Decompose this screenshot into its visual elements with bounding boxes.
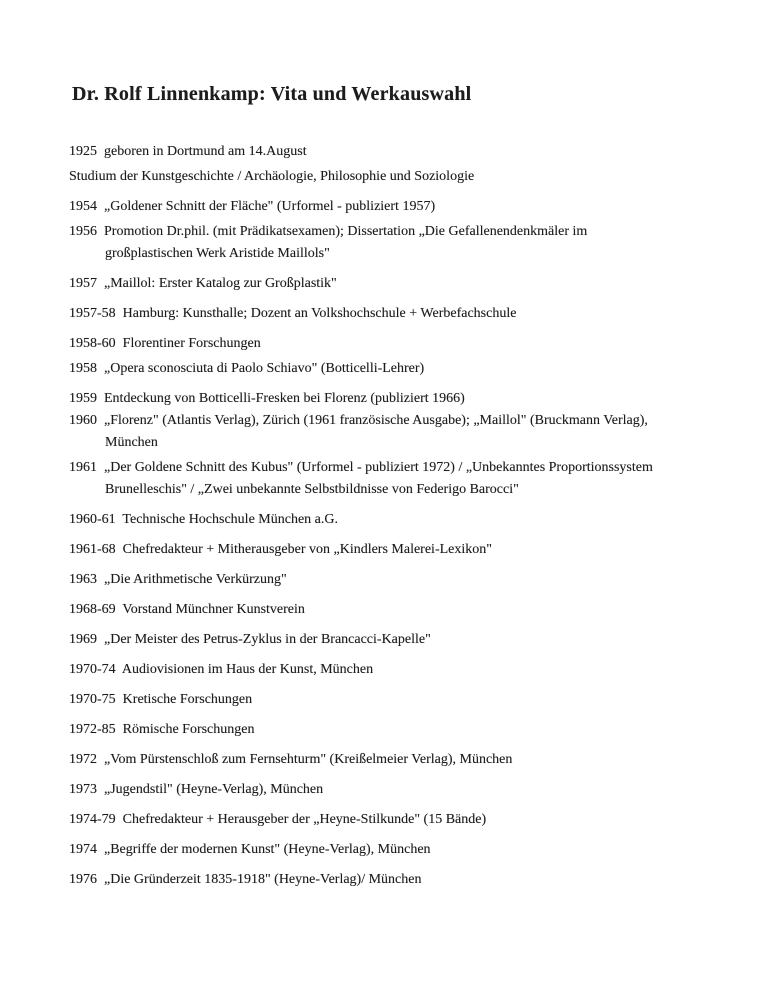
entry-first-line [69,333,748,355]
entry-first-line [69,196,748,218]
entry-text: Vorstand Münchner Kunstverein [122,602,305,617]
entry-first-line [69,273,748,295]
entry-year: 1974-79 [69,812,116,827]
entry-separator [116,542,123,557]
entry-text: „Goldener Schnitt der Fläche" (Urformel - publiziert 1957) [104,199,436,214]
entry-year: 1974 [69,842,97,857]
vita-entry [69,333,748,355]
vita-entry [69,358,748,380]
entry-year: 1959 [69,391,97,406]
vita-entry [69,569,748,591]
entry-separator [97,782,104,797]
entry-text: „Der Goldene Schnitt des Kubus" (Urformel - publiziert 1972) / „Unbekanntes Proportionssystem [104,460,653,475]
entry-separator [97,224,104,239]
vita-entry [69,166,748,188]
entry-separator [116,692,123,707]
entry-text: Römische Forschungen [122,722,255,737]
vita-entry [69,809,748,831]
entry-separator [116,306,123,321]
entry-separator [116,722,123,737]
vita-entry [69,221,748,265]
entry-first-line [69,689,748,711]
entry-year: 1960 [69,413,97,428]
entry-year: 1963 [69,572,97,587]
entry-separator [97,872,104,887]
entry-first-line [69,599,748,621]
entry-year: 1958 [69,361,97,376]
vita-entry [69,839,748,861]
vita-entry [69,689,748,711]
entry-separator [97,842,104,857]
vita-entry [69,410,748,454]
entry-separator [97,632,104,647]
entry-text: Entdeckung von Botticelli-Fresken bei Florenz (publiziert 1966) [104,391,465,406]
entry-text: „Jugendstil" (Heyne-Verlag), München [104,782,324,797]
entry-separator [97,572,104,587]
vita-entry [69,273,748,295]
entry-year: 1973 [69,782,97,797]
entry-first-line [69,457,748,479]
vita-entry [69,659,748,681]
entry-text: Studium der Kunstgeschichte / Archäologie, Philosophie und Soziologie [69,169,475,184]
entry-separator [97,752,104,767]
entry-first-line [69,539,748,561]
entry-first-line [69,166,748,188]
entry-text: Audiovisionen im Haus der Kunst, München [121,662,374,677]
vita-entry [69,303,748,325]
entry-first-line [69,719,748,741]
entry-text: geboren in Dortmund am 14.August [104,144,307,159]
vita-entry [69,196,748,218]
entry-text: Chefredakteur + Mitherausgeber von „Kindlers Malerei-Lexikon" [122,542,492,557]
page-title: Dr. Rolf Linnenkamp: Vita und Werkauswahl [72,83,472,105]
vita-entry [69,719,748,741]
entry-first-line [69,509,748,531]
entry-year: 1957 [69,276,97,291]
entry-year: 1957-58 [69,306,116,321]
entry-text: „Die Arithmetische Verkürzung" [104,572,287,587]
entry-first-line [69,749,748,771]
entry-first-line [69,358,748,380]
entry-separator [97,413,104,428]
entry-text: Hamburg: Kunsthalle; Dozent an Volkshochschule + Werbefachschule [122,306,517,321]
entry-first-line [69,839,748,861]
vita-entry [69,141,748,163]
vita-entry [69,749,748,771]
entry-text: „Begriffe der modernen Kunst" (Heyne-Verlag), München [104,842,431,857]
entry-first-line [69,410,748,432]
vita-entry [69,629,748,651]
entry-separator [97,361,104,376]
entry-text: Chefredakteur + Herausgeber der „Heyne-Stilkunde" (15 Bände) [122,812,487,827]
vita-entry [69,599,748,621]
entry-separator [97,199,104,214]
entry-separator [116,336,123,351]
entry-year: 1970-75 [69,692,116,707]
entry-separator [97,391,104,406]
entry-separator [97,144,104,159]
entry-separator [116,812,123,827]
entry-year: 1970-74 [69,662,116,677]
entry-year: 1961 [69,460,97,475]
entry-first-line [69,303,748,325]
entry-separator [97,276,104,291]
entry-year: 1925 [69,144,97,159]
entry-text: Technische Hochschule München a.G. [122,512,338,527]
entry-first-line [69,779,748,801]
entry-text: „Vom Pürstenschloß zum Fernsehturm" (Kreißelmeier Verlag), München [104,752,513,767]
vita-entry [69,779,748,801]
entry-year: 1958-60 [69,336,116,351]
entry-text: „Opera sconosciuta di Paolo Schiavo" (Botticelli-Lehrer) [104,361,425,376]
vita-entry [69,388,748,410]
entry-year: 1968-69 [69,602,116,617]
entry-text: „Der Meister des Petrus-Zyklus in der Brancacci-Kapelle" [104,632,431,647]
entry-year: 1976 [69,872,97,887]
entry-first-line [69,141,748,163]
vita-entry [69,509,748,531]
entry-first-line [69,388,748,410]
entry-text: Kretische Forschungen [122,692,253,707]
entry-year: 1960-61 [69,512,116,527]
entry-continuation-line: großplastischen Werk Aristide Maillols" [105,246,330,261]
entry-year: 1954 [69,199,97,214]
entry-first-line [69,569,748,591]
entry-continuation-line: München [105,435,158,450]
vita-entry-list [69,141,748,891]
entry-text: Florentiner Forschungen [122,336,261,351]
entry-text: „Florenz" (Atlantis Verlag), Zürich (1961 französische Ausgabe); „Maillol" (Bruckmann Verlag), [104,413,648,428]
entry-first-line [69,869,748,891]
entry-first-line [69,629,748,651]
entry-text: „Die Gründerzeit 1835-1918" (Heyne-Verlag)/ München [104,872,422,887]
vita-entry [69,869,748,891]
entry-year: 1972 [69,752,97,767]
entry-first-line [69,221,748,243]
entry-separator [97,460,104,475]
entry-year: 1956 [69,224,97,239]
entry-year: 1972-85 [69,722,116,737]
entry-year: 1961-68 [69,542,116,557]
entry-continuation-line: Brunelleschis" / „Zwei unbekannte Selbstbildnisse von Federigo Barocci" [105,482,519,497]
vita-entry [69,457,748,501]
entry-first-line [69,809,748,831]
entry-text: „Maillol: Erster Katalog zur Großplastik" [104,276,337,291]
entry-year: 1969 [69,632,97,647]
entry-first-line [69,659,748,681]
entry-text: Promotion Dr.phil. (mit Prädikatsexamen); Dissertation „Die Gefallenendenkmäler im [104,224,588,239]
vita-entry [69,539,748,561]
